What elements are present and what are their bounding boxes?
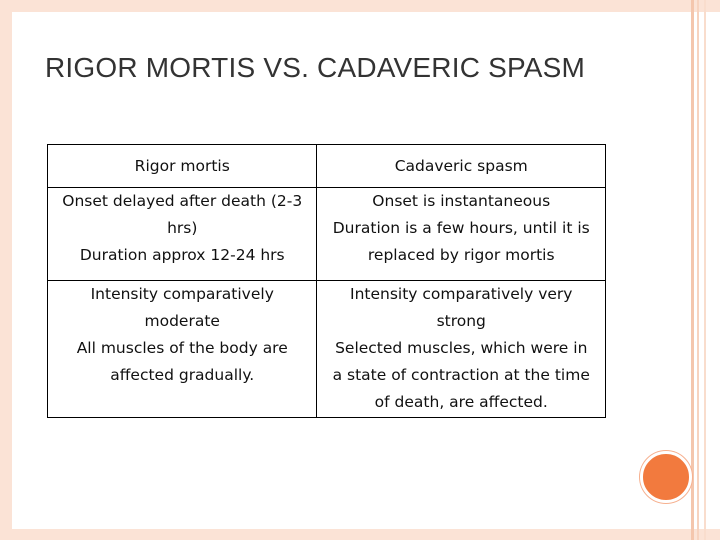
column-header-rigor-mortis: Rigor mortis [48, 145, 317, 188]
cell-line: hrs) [167, 219, 198, 237]
cell-line: Intensity comparatively very [350, 285, 573, 303]
slide-frame-bottom [0, 529, 720, 540]
column-header-cadaveric-spasm: Cadaveric spasm [317, 145, 606, 188]
slide-title: RIGOR MORTIS VS. CADAVERIC SPASM [45, 52, 586, 83]
table-header-row [48, 145, 606, 188]
table-row [48, 281, 606, 418]
table-cell-rigor [48, 281, 317, 418]
cell-line: Duration is a few hours, until it is [332, 219, 590, 237]
cell-line: Selected muscles, which were in [335, 339, 588, 357]
comparison-table [47, 144, 606, 418]
slide-frame-left [0, 0, 12, 540]
cell-line: strong [436, 312, 486, 330]
table-cell-rigor [48, 188, 317, 281]
cell-line: of death, are affected. [374, 393, 548, 411]
cell-line: a state of contraction at the time [332, 366, 590, 384]
cell-line: affected gradually. [110, 366, 255, 384]
cell-line: Duration approx 12-24 hrs [79, 246, 285, 264]
slide-frame-right-line [704, 0, 706, 540]
table-row [48, 188, 606, 281]
cell-line: replaced by rigor mortis [367, 246, 555, 264]
slide-frame-top [0, 0, 720, 12]
cell-line: Onset delayed after death (2-3 [62, 192, 303, 210]
table-cell-spasm [317, 281, 606, 418]
slide-frame-right-line [697, 0, 699, 540]
cell-line: moderate [144, 312, 220, 330]
slide-frame-right-line [691, 0, 694, 540]
cell-line: Onset is instantaneous [372, 192, 551, 210]
cell-line: All muscles of the body are [76, 339, 288, 357]
cell-line: Intensity comparatively [90, 285, 274, 303]
table-cell-spasm [317, 188, 606, 281]
decorative-circle-icon [640, 451, 692, 503]
